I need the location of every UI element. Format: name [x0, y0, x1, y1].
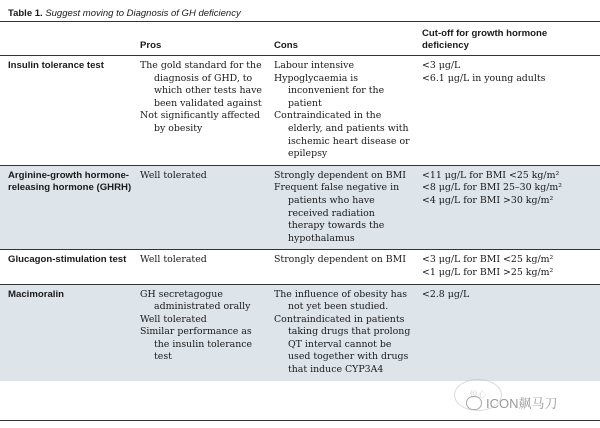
cons-item: Strongly dependent on BMI: [274, 169, 406, 181]
cell-test-name: Glucagon-stimulation test: [0, 250, 136, 284]
watermark: [466, 390, 558, 412]
table-caption: [8, 8, 241, 19]
pros-item: GH secretagogue administrated orally: [140, 288, 251, 313]
pros-item: Similar performance as the insulin tolerance test: [140, 326, 253, 363]
cons-item: The influence of obesity has not yet been studied.: [274, 288, 408, 313]
cell-cons: [270, 56, 418, 166]
header-row: [0, 24, 600, 56]
cell-pros: [136, 250, 270, 284]
cell-cutoff: [418, 284, 600, 381]
table-row: [0, 284, 600, 381]
table-title: Suggest moving to Diagnosis of GH deficiency: [45, 8, 241, 19]
table-row: [0, 56, 600, 166]
cell-pros: [136, 284, 270, 381]
cell-test-name: Arginine-growth hormone-releasing hormone (GHRH): [0, 165, 136, 250]
cons-item: Hypoglycaemia is inconvenient for the patient: [274, 72, 385, 109]
cons-item: Strongly dependent on BMI: [274, 254, 406, 266]
header-cons: Cons: [270, 24, 418, 56]
diagnosis-table: [0, 24, 600, 381]
pros-item: Well tolerated: [140, 254, 207, 266]
pros-item: Not significantly affected by obesity: [140, 110, 260, 134]
pros-item: The gold standard for the diagnosis of GHD, to which other tests have been validated against: [140, 60, 262, 109]
table-row: [0, 165, 600, 250]
cutoff-item: <3 μg/L: [422, 60, 461, 71]
cons-item: Labour intensive: [274, 60, 355, 71]
pros-item: Well tolerated: [140, 313, 207, 325]
cell-cutoff: [418, 250, 600, 284]
watermark-text: ICON飙马刀: [486, 396, 558, 411]
cutoff-item: <4 μg/L for BMI >30 kg/m²: [422, 194, 554, 206]
header-test: [0, 24, 136, 56]
cell-pros: [136, 165, 270, 250]
cell-cons: [270, 284, 418, 381]
cons-item: Contraindicated in patients taking drugs that prolong QT interval cannot be used together with drugs that induce CYP3A4: [274, 313, 411, 376]
bottom-rule: [0, 420, 600, 421]
cutoff-item: <2.8 μg/L: [422, 288, 470, 300]
cutoff-item: <11 μg/L for BMI <25 kg/m²: [422, 169, 560, 181]
cell-pros: [136, 56, 270, 166]
table-label: Table 1.: [8, 8, 43, 19]
header-cutoff: Cut-off for growth hormone deficiency: [418, 24, 600, 56]
pros-item: Well tolerated: [140, 169, 207, 181]
cutoff-item: <8 μg/L for BMI 25–30 kg/m²: [422, 182, 563, 194]
cutoff-item: <6.1 μg/L in young adults: [422, 72, 546, 84]
watermark-stamp: 悦心: [454, 379, 502, 411]
cell-test-name: Macimoralin: [0, 284, 136, 381]
cons-item: Frequent false negative in patients who have received radiation therapy towards the hypothalamus: [274, 182, 400, 244]
header-pros: Pros: [136, 24, 270, 56]
cell-cutoff: [418, 56, 600, 166]
top-rule: [0, 21, 600, 22]
cutoff-item: <3 μg/L for BMI <25 kg/m²: [422, 254, 554, 266]
cell-cutoff: [418, 165, 600, 250]
cutoff-item: <1 μg/L for BMI >25 kg/m²: [422, 266, 554, 278]
table-body: [0, 56, 600, 381]
cell-test-name: Insulin tolerance test: [8, 60, 104, 71]
cell-cons: [270, 250, 418, 284]
cons-item: Contraindicated in the elderly, and patients with ischemic heart disease or epilepsy: [274, 110, 410, 160]
cell-cons: [270, 165, 418, 250]
table-row: [0, 250, 600, 284]
